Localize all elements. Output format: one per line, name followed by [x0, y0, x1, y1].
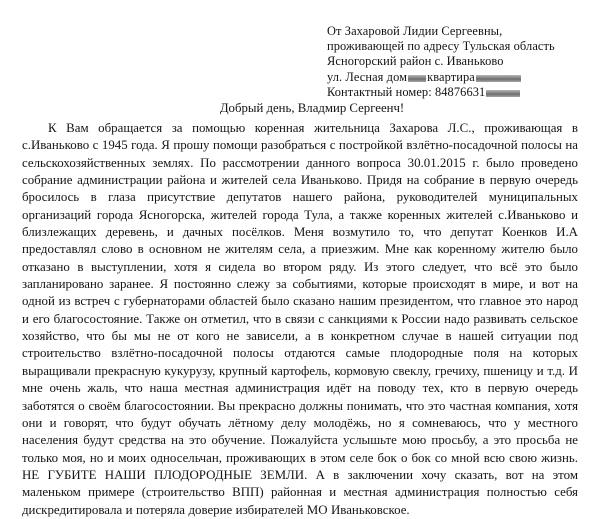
- greeting: [0, 101, 600, 116]
- addressee-line-2: проживающей по адресу Тульская область: [327, 39, 555, 54]
- addressee-block: [327, 24, 589, 100]
- greeting-text: Добрый день, Владмир Сергеенч!: [219, 101, 405, 115]
- letter-body: [22, 120, 578, 519]
- letter-body-paragraph: К Вам обращается за помощью коренная жительница Захарова Л.С., проживающая в с.Иваньково с 1945 года. Я прошу помощи разобраться с постройкой взлётно-посадочной полосы на сельскохозяйственных землях. По рассмотрении данного вопроса 30.01.2015 г. было проведено собрание администрации района и жителей села Иваньково. Придя на собрание в первую очередь бросилось в глаза присутствие депутатов нашего района, руководителей муниципальных организаций города Ясногорска, жителей города Тула, а также коренных жителей с.Иваньково и близлежащих деревень, и дачных посёлков. Меня возмутило то, что депутат Коенков И.А предоставлял слово в основном не жителям села, а приезжим. Мне как коренному жителю было отказано в выступлении, хотя я сидела во втором ряду. Из этого следует, что всё это было запланировано заранее. Я постоянно слежу за событиями, которые происходят в мире, и вот на одной из встреч с губернаторами областей было сказано нашим президентом, что главное это народ и его благосостояние. Также он отметил, что в связи с санкциями к России надо развивать сельское хозяйство, что бы мы не от кого не зависели, а в конкретном случае в нашей ситуации под строительство взлётно-посадочной полосы отдаются самые плодородные поля на которых выращивали прекрасную кукурузу, крупный картофель, кормовую свеклу, гречиху, пшеницу и т.д. И мне очень жаль, что наша местная администрация идёт на поводу тех, кто в первую очередь заботятся о своём благосостоянии. Вы прекрасно должны понимать, что это частная компания, хотя они и говорят, что будут обучать лётному делу молодёжь, но я сомневаюсь, что у местного населения будут средства на это обучение. Пожалуйста услышьте мою просьбу, а это просьба не только моя, но и моих односельчан, проживающих в этом селе бок о бок со мной всю свою жизнь. НЕ ГУБИТЕ НАШИ ПЛОДОРОДНЫЕ ЗЕМЛИ. А в заключении хочу сказать, вот на этом маленьком примере (строительство ВПП) районная и местная администрация полностью себя дискредитировала и потеряла доверие избирателей МО Иваньковское.: [22, 121, 578, 517]
- contact-number: 84876631: [434, 84, 486, 99]
- contact-label: Контактный номер:: [327, 84, 432, 99]
- street-label: ул. Лесная дом: [327, 69, 408, 84]
- redaction-bar-apartment-number: [476, 75, 521, 82]
- addressee-contact-line: [327, 85, 589, 100]
- apartment-label: квартира: [427, 69, 475, 84]
- redaction-bar-phone-number: [486, 90, 520, 97]
- redaction-bar-house-number: [408, 75, 426, 82]
- addressee-line-3: Ясногорский район с. Иваньково: [327, 54, 504, 69]
- addressee-street-line: [327, 70, 589, 85]
- addressee-line-1: От Захаровой Лидии Сергеевны,: [327, 24, 503, 38]
